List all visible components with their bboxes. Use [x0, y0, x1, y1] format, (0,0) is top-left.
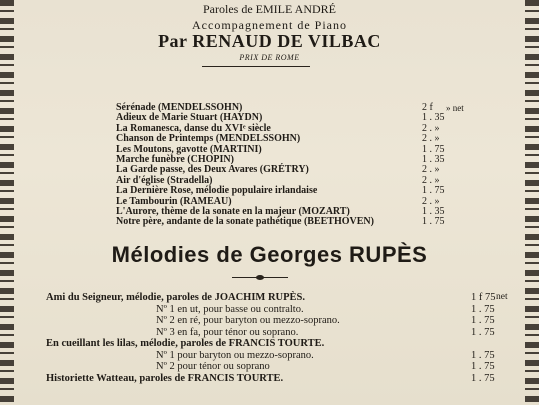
list-item — [46, 350, 526, 362]
ornament-divider — [232, 275, 288, 281]
list-item — [46, 361, 526, 373]
item-price-unit: » net — [446, 103, 464, 113]
item-price: 1 . 35 — [422, 153, 445, 165]
item-price: 2 . » — [422, 174, 440, 186]
item-title: Ami du Seigneur, mélodie, paroles de JOACHIM RUPÈS. — [46, 292, 306, 303]
item-title: La Garde passe, des Deux Avares (GRÉTRY) — [116, 164, 309, 176]
list-item — [46, 338, 526, 350]
item-title: Marche funèbre (CHOPIN) — [116, 153, 234, 165]
item-title: Sérénade (MENDELSSOHN) — [116, 102, 243, 113]
item-title: La Dernière Rose, mélodie populaire irlandaise — [116, 185, 318, 197]
list-item — [46, 315, 526, 327]
item-price: 1 . 35 — [422, 112, 445, 124]
item-price-unit: net — [496, 292, 508, 302]
item-title: Nº 2 pour ténor ou soprano — [156, 361, 270, 372]
list-item — [116, 186, 496, 196]
item-price: 1 . 35 — [422, 205, 445, 217]
header-rule — [202, 66, 310, 67]
arrangement-list — [116, 103, 496, 228]
list-item — [116, 217, 496, 227]
item-price: 1 . 75 — [471, 372, 495, 384]
item-title: La Romanesca, danse du XVIᵉ siècle — [116, 122, 271, 134]
item-price: 1 . 75 — [471, 303, 495, 315]
item-title: Air d'église (Stradella) — [116, 174, 213, 186]
list-item — [46, 292, 526, 304]
item-title: Nº 3 en fa, pour ténor ou soprano. — [156, 326, 299, 338]
lyrics-credit: Paroles de EMILE ANDRÉ — [203, 2, 336, 16]
item-price: 1 . 75 — [422, 216, 445, 228]
section-title: Mélodies de Georges RUPÈS — [111, 242, 428, 267]
item-price: 2 f — [422, 102, 433, 113]
item-title: En cueillant les lilas, mélodie, paroles de FRANCIS TOURTE. — [46, 338, 325, 349]
item-title: Les Moutons, gavotte (MARTINI) — [116, 143, 262, 155]
item-price: 2 . » — [422, 164, 440, 176]
prize-note: PRIX DE ROME — [239, 53, 300, 62]
item-price: 2 . » — [422, 133, 440, 145]
item-title: L'Aurore, thème de la sonate en la majeur (MOZART) — [116, 205, 350, 217]
melody-list — [46, 292, 526, 384]
item-title: Nº 2 en ré, pour baryton ou mezzo-soprano. — [156, 315, 340, 326]
item-title: Notre père, andante de la sonate pathétique (BEETHOVEN) — [116, 216, 374, 228]
item-price: 1 f 75 — [471, 292, 496, 303]
item-price: 2 . » — [422, 122, 440, 134]
item-price: 2 . » — [422, 195, 440, 207]
item-price: 1 . 75 — [471, 326, 495, 338]
item-price: 1 . 75 — [471, 315, 495, 326]
item-title: Nº 1 en ut, pour basse ou contralto. — [156, 303, 304, 315]
accompaniment-credit: Accompagnement de Piano — [192, 18, 347, 32]
item-price: 1 . 75 — [422, 143, 445, 155]
item-price: 1 . 75 — [422, 185, 445, 197]
item-title: Nº 1 pour baryton ou mezzo-soprano. — [156, 349, 314, 361]
item-title: Chanson de Printemps (MENDELSSOHN) — [116, 133, 301, 145]
item-title: Historiette Watteau, paroles de FRANCIS TOURTE. — [46, 372, 284, 384]
item-title: Le Tambourin (RAMEAU) — [116, 195, 232, 207]
item-price: 1 . 75 — [471, 361, 495, 372]
item-title: Adieux de Marie Stuart (HAYDN) — [116, 112, 263, 124]
item-price: 1 . 75 — [471, 349, 495, 361]
arranger-credit: Par RENAUD DE VILBAC — [158, 31, 381, 51]
list-item — [46, 327, 526, 339]
list-item — [116, 134, 496, 144]
list-item — [46, 373, 526, 385]
list-item — [46, 304, 526, 316]
